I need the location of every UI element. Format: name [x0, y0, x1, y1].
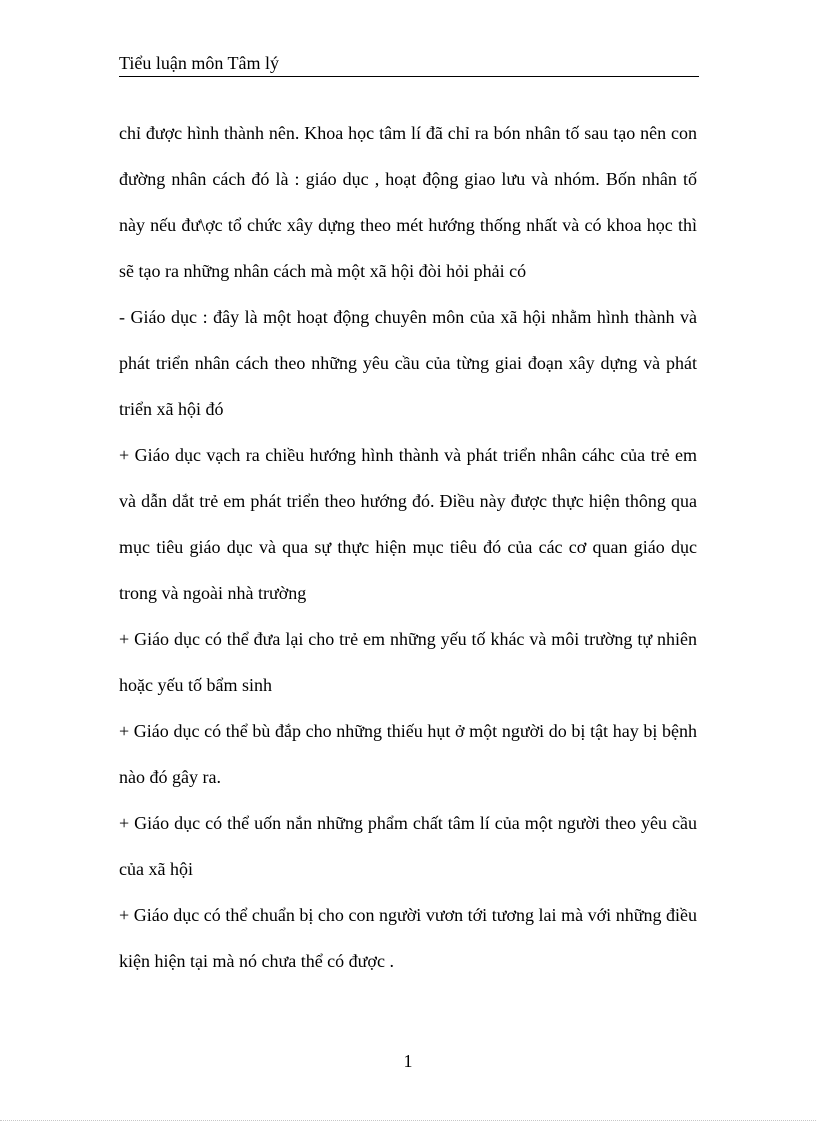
paragraph: + Giáo dục có thể chuẩn bị cho con người vươn tới tương lai mà với những điều kiện hiện tại mà nó chưa thể có được .: [119, 905, 697, 971]
paragraph: - Giáo dục : đây là một hoạt động chuyên môn của xã hội nhằm hình thành và phát triển nhân cách theo những yêu cầu của từng giai đoạn xây dựng và phát triển xã hội đó: [119, 307, 697, 419]
paragraph: chỉ được hình thành nên. Khoa học tâm lí đã chỉ ra bón nhân tố sau tạo nên con đường nhân cách đó là : giáo dục , hoạt động giao lưu và nhóm. Bốn nhân tố này nếu đư\ợc tổ chức xây dựng theo mét hướng thống nhất và có khoa học thì sẽ tạo ra những nhân cách mà một xã hội đòi hỏi phải có: [119, 123, 697, 281]
page-header: [119, 52, 699, 77]
page-number: 1: [403, 1051, 413, 1071]
paragraph: + Giáo dục có thể bù đắp cho những thiếu hụt ở một người do bị tật hay bị bệnh nào đó gây ra.: [119, 721, 697, 787]
header-title: Tiểu luận môn Tâm lý: [119, 53, 280, 73]
body-text: [119, 110, 697, 984]
page-edge-divider: [0, 1120, 816, 1121]
paragraph: + Giáo dục vạch ra chiều hướng hình thành và phát triển nhân cáhc của trẻ em và dẫn dắt trẻ em phát triển theo hướng đó. Điều này được thực hiện thông qua mục tiêu giáo dục và qua sự thực hiện mục tiêu đó của các cơ quan giáo dục trong và ngoài nhà trường: [119, 445, 697, 603]
paragraph: + Giáo dục có thể uốn nắn những phẩm chất tâm lí của một người theo yêu cầu của xã hội: [119, 813, 697, 879]
paragraph: + Giáo dục có thể đưa lại cho trẻ em những yếu tố khác và môi trường tự nhiên hoặc yếu tố bẩm sinh: [119, 629, 697, 695]
